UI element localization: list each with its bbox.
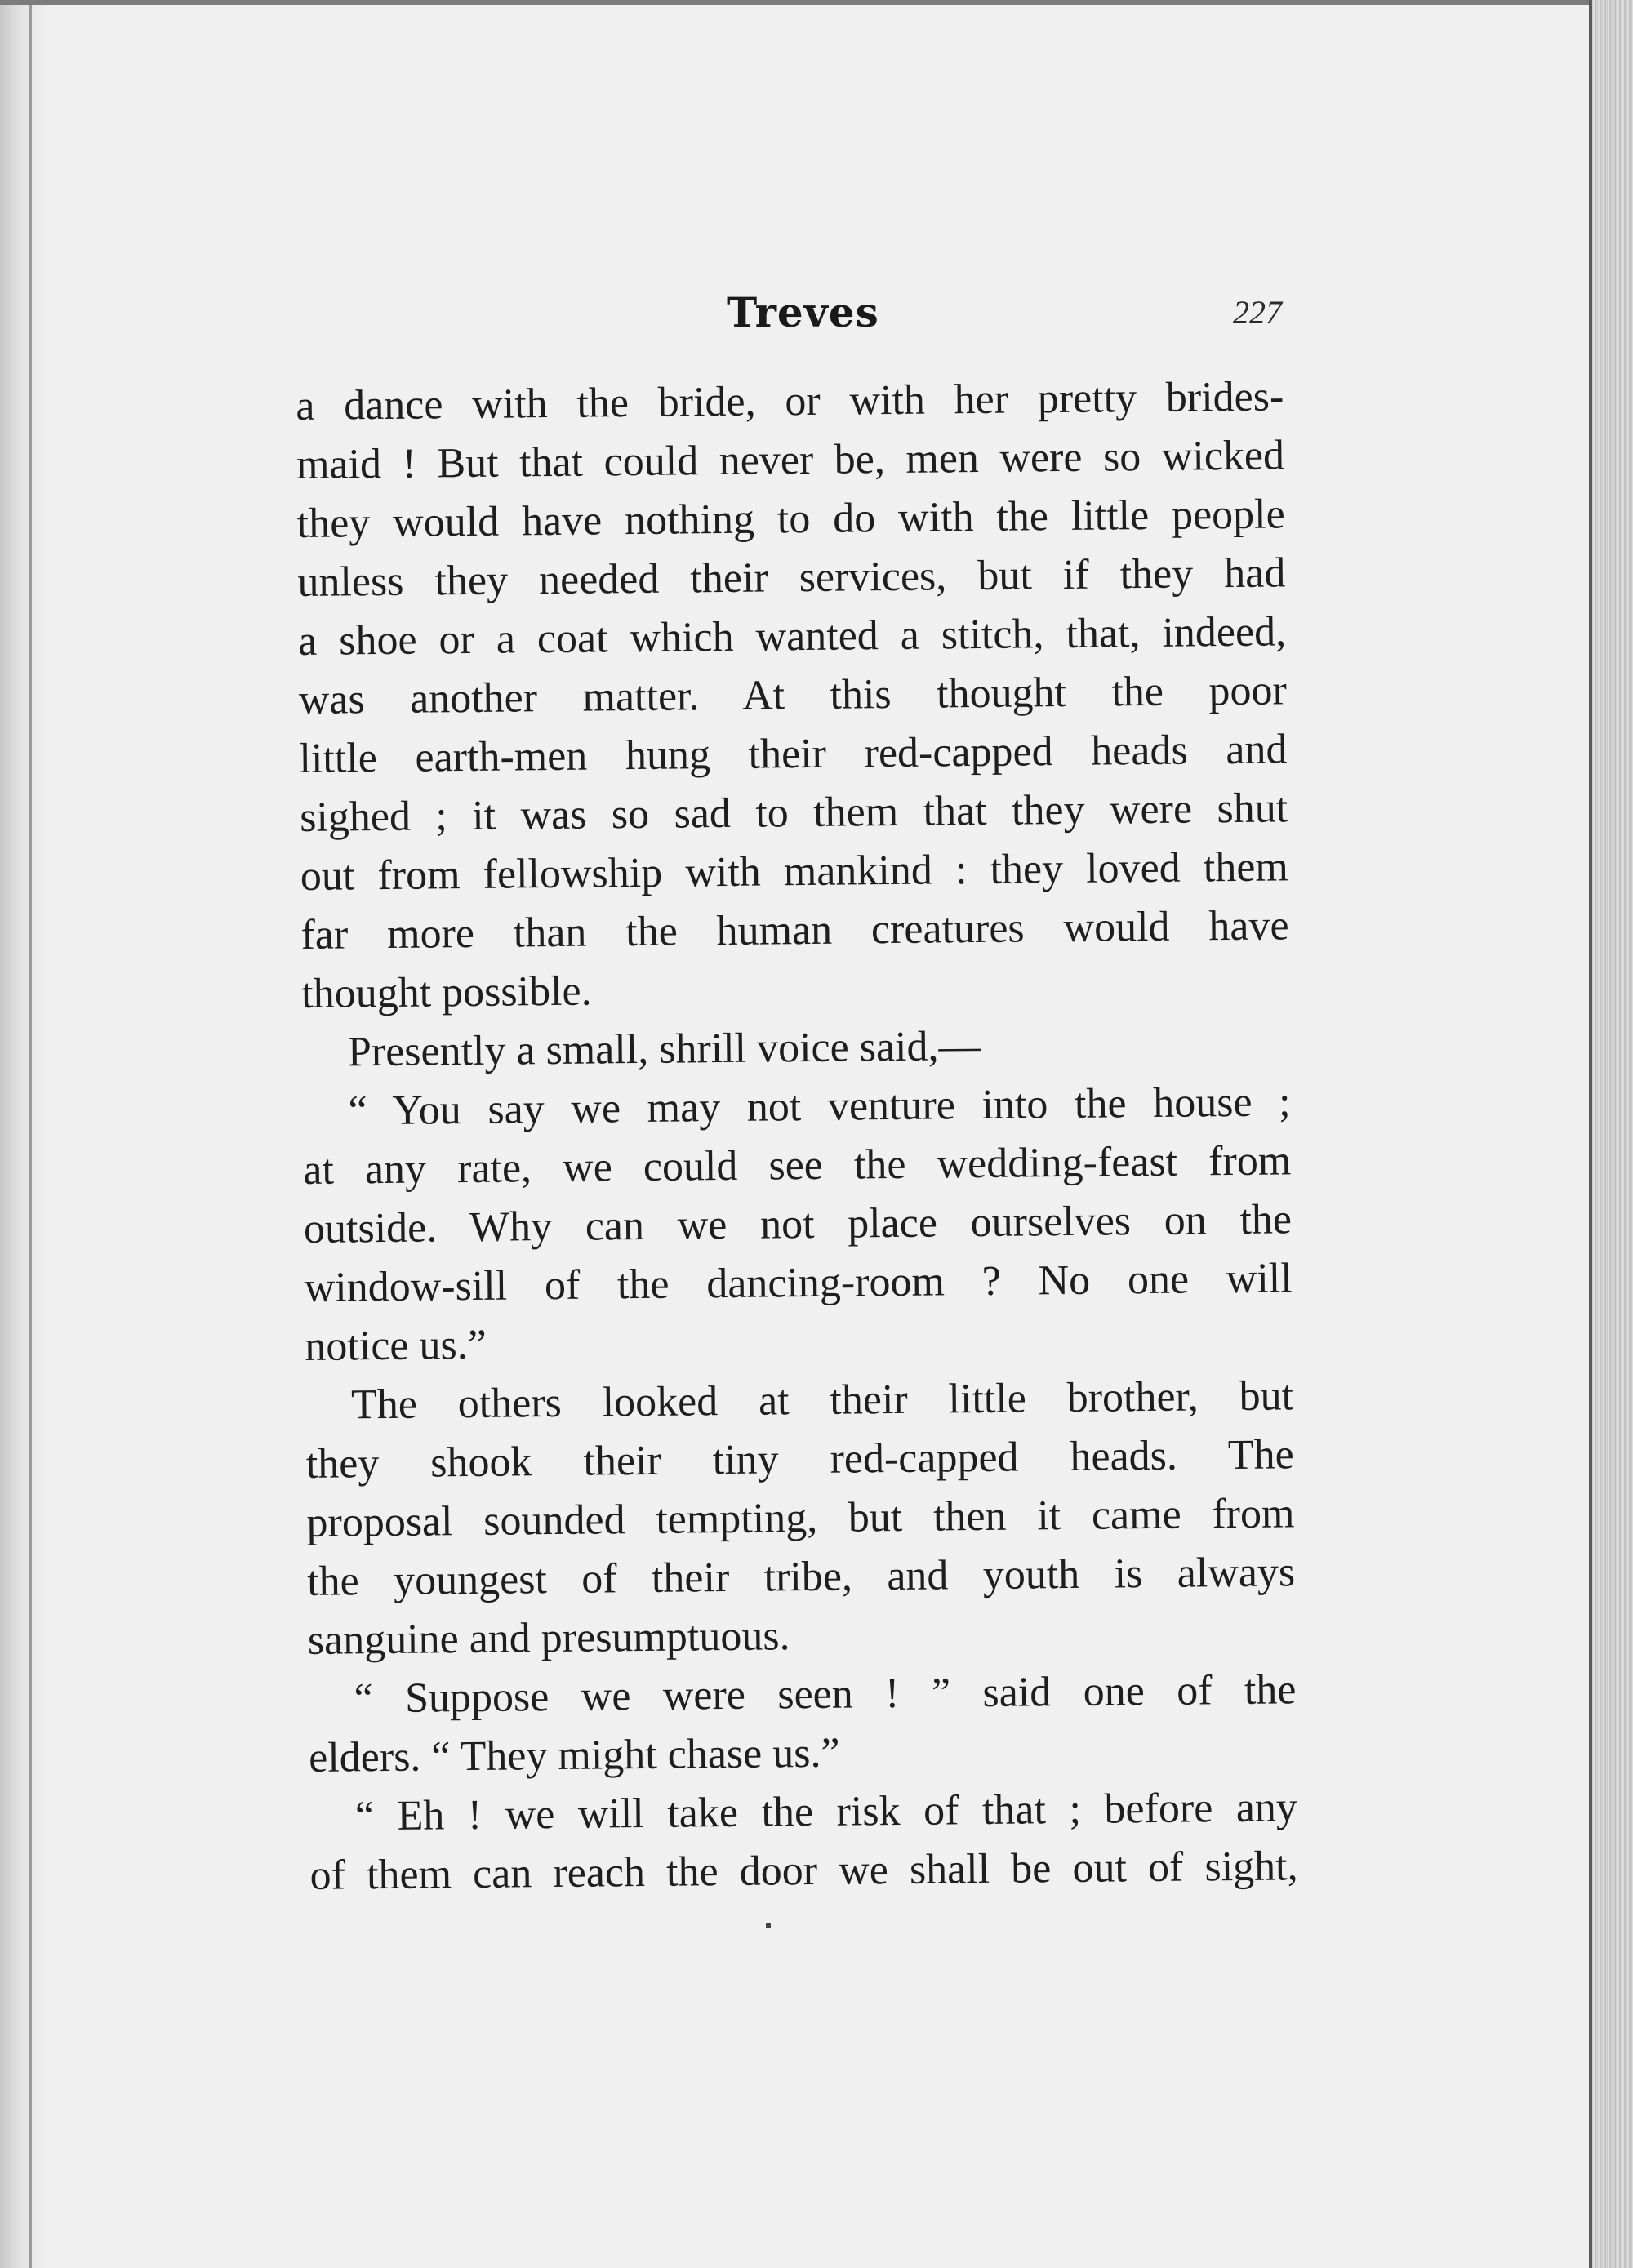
text-line: “ Eh ! we will take the risk of that ; before any bbox=[354, 1784, 1298, 1840]
text-line: they would have nothing to do with the little people bbox=[296, 491, 1285, 547]
page-number: 227 bbox=[1233, 294, 1282, 331]
text-line: they shook their tiny red-capped heads. The bbox=[305, 1431, 1294, 1488]
text-line: elders. “ They might chase us.” bbox=[308, 1729, 840, 1781]
body-text bbox=[296, 367, 1298, 1906]
text-line: a dance with the bride, or with her pretty brides- bbox=[296, 373, 1284, 429]
text-line: Presently a small, shrill voice said,— bbox=[347, 1022, 981, 1076]
text-line: was another matter. At this thought the poor bbox=[298, 667, 1288, 723]
text-line: notice us.” bbox=[305, 1321, 487, 1370]
text-line: the youngest of their tribe, and youth is always bbox=[306, 1549, 1296, 1605]
text-line: little earth-men hung their red-capped heads and bbox=[299, 726, 1288, 782]
running-head-title: Treves bbox=[727, 288, 879, 336]
text-line: of them can reach the door we shall be out of sight, bbox=[309, 1843, 1298, 1899]
spine-edge bbox=[29, 0, 32, 2268]
text-line: “ You say we may not venture into the house ; bbox=[348, 1078, 1291, 1135]
text-line: out from fellowship with mankind : they loved them bbox=[300, 843, 1289, 900]
text-line: far more than the human creatures would have bbox=[300, 902, 1289, 958]
running-head bbox=[294, 282, 1282, 355]
page-edge-line bbox=[1589, 0, 1592, 2268]
text-line: window-sill of the dancing-room ? No one will bbox=[304, 1255, 1293, 1311]
text-line: outside. Why can we not place ourselves on the bbox=[303, 1196, 1293, 1252]
text-line: at any rate, we could see the wedding-feast from bbox=[303, 1137, 1292, 1194]
page-stack-edge bbox=[1592, 0, 1633, 2268]
text-line: a shoe or a coat which wanted a stitch, that, indeed, bbox=[297, 608, 1287, 665]
text-line: maid ! But that could never be, men were so wicked bbox=[296, 432, 1285, 488]
binding-shadow bbox=[0, 0, 49, 2268]
text-line: proposal sounded tempting, but then it came from bbox=[306, 1490, 1295, 1546]
ink-speck bbox=[766, 1923, 771, 1928]
top-edge bbox=[0, 0, 1633, 5]
text-line: sighed ; it was so sad to them that they were shut bbox=[299, 785, 1288, 841]
text-line: “ Suppose we were seen ! ” said one of the bbox=[354, 1666, 1297, 1723]
text-line: sanguine and presumptuous. bbox=[307, 1612, 790, 1664]
text-line: unless they needed their services, but if they had bbox=[297, 549, 1286, 606]
text-line: The others looked at their little brother, but bbox=[350, 1372, 1294, 1429]
text-line: thought possible. bbox=[300, 967, 592, 1017]
